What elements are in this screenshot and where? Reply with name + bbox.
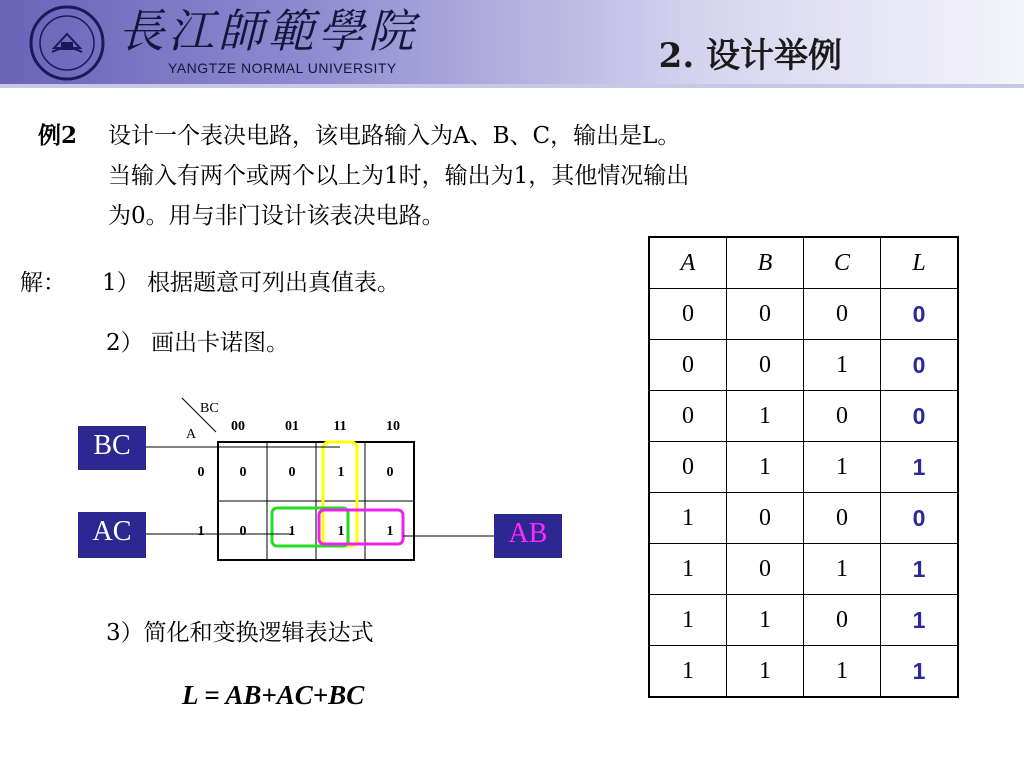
step1-text: 1） 根据题意可列出真值表。 (102, 270, 400, 296)
header-l: L (881, 237, 959, 289)
cell-c: 1 (804, 442, 881, 493)
cell-b: 0 (727, 544, 804, 595)
university-emblem-icon (28, 4, 106, 82)
table-row (649, 595, 958, 646)
problem-text-1: 设计一个表决电路，该电路输入为A、B、C，输出是L。 (108, 123, 681, 149)
solution-step-1 (20, 264, 400, 297)
cell-a: 1 (649, 493, 727, 544)
logic-formula: L = AB+AC+BC (182, 680, 365, 710)
cell-b: 1 (727, 391, 804, 442)
table-row (649, 289, 958, 340)
cell-b: 1 (727, 595, 804, 646)
kmap-cell: 1 (386, 524, 394, 539)
header-b: B (727, 237, 804, 289)
cell-c: 1 (804, 646, 881, 698)
logo-english: YANGTZE NORMAL UNIVERSITY (168, 60, 397, 76)
kmap-col-header: 01 (285, 419, 299, 434)
table-row (649, 340, 958, 391)
problem-line-3: 为0。用与非门设计该表决电路。 (108, 203, 445, 229)
example-label: 例2 (38, 122, 78, 149)
truth-table (648, 236, 959, 698)
cell-l: 1 (881, 544, 959, 595)
cell-c: 0 (804, 391, 881, 442)
cell-a: 1 (649, 646, 727, 698)
kmap-row-header: 1 (197, 524, 205, 539)
table-row (649, 646, 958, 698)
cell-a: 1 (649, 595, 727, 646)
kmap-cell: 1 (288, 524, 296, 539)
cell-c: 1 (804, 544, 881, 595)
table-row (649, 391, 958, 442)
kmap-row-header: 0 (197, 465, 205, 480)
cell-b: 0 (727, 493, 804, 544)
cell-l: 0 (881, 340, 959, 391)
kmap-col-header: 11 (333, 419, 347, 434)
kmap-cell: 1 (337, 524, 345, 539)
cell-b: 1 (727, 646, 804, 698)
solution-label: 解： (20, 270, 66, 296)
cell-l: 0 (881, 391, 959, 442)
cell-c: 0 (804, 493, 881, 544)
solution-step-2: 2） 画出卡诺图。 (106, 330, 289, 356)
kmap-col-header: 10 (386, 419, 400, 434)
cell-b: 1 (727, 442, 804, 493)
cell-a: 0 (649, 391, 727, 442)
table-row (649, 442, 958, 493)
ac-term-label: AC (78, 512, 146, 558)
cell-l: 0 (881, 289, 959, 340)
cell-a: 0 (649, 289, 727, 340)
problem-line-2: 当输入有两个或两个以上为1时，输出为1，其他情况输出 (108, 163, 690, 189)
cell-a: 0 (649, 442, 727, 493)
bc-term-label: BC (78, 426, 146, 470)
solution-step-3: 3）简化和变换逻辑表达式 (106, 620, 374, 646)
kmap-cell: 1 (337, 465, 345, 480)
kmap-col-header: 00 (231, 419, 245, 434)
cell-a: 1 (649, 544, 727, 595)
problem-statement (38, 116, 968, 236)
kmap-cell: 0 (386, 465, 394, 480)
table-row (649, 493, 958, 544)
header-divider (0, 84, 1024, 88)
slide-title: 2. 设计举例 (658, 36, 842, 76)
cell-l: 1 (881, 442, 959, 493)
kmap-cell: 0 (239, 465, 247, 480)
kmap-cell: 0 (239, 524, 247, 539)
cell-c: 1 (804, 340, 881, 391)
cell-c: 0 (804, 289, 881, 340)
problem-line-1 (38, 116, 968, 156)
cell-c: 0 (804, 595, 881, 646)
cell-b: 0 (727, 340, 804, 391)
ab-term-label: AB (494, 514, 562, 558)
logo-chinese: 長江師範學院 (118, 4, 418, 58)
cell-l: 0 (881, 493, 959, 544)
header-a: A (649, 237, 727, 289)
kmap-cell: 0 (288, 465, 296, 480)
cell-l: 1 (881, 646, 959, 698)
truth-table-header-row (649, 237, 958, 289)
cell-b: 0 (727, 289, 804, 340)
header-c: C (804, 237, 881, 289)
table-row (649, 544, 958, 595)
cell-a: 0 (649, 340, 727, 391)
kmap-corner-bc: BC (200, 401, 219, 416)
kmap-corner-a: A (186, 427, 197, 442)
cell-l: 1 (881, 595, 959, 646)
